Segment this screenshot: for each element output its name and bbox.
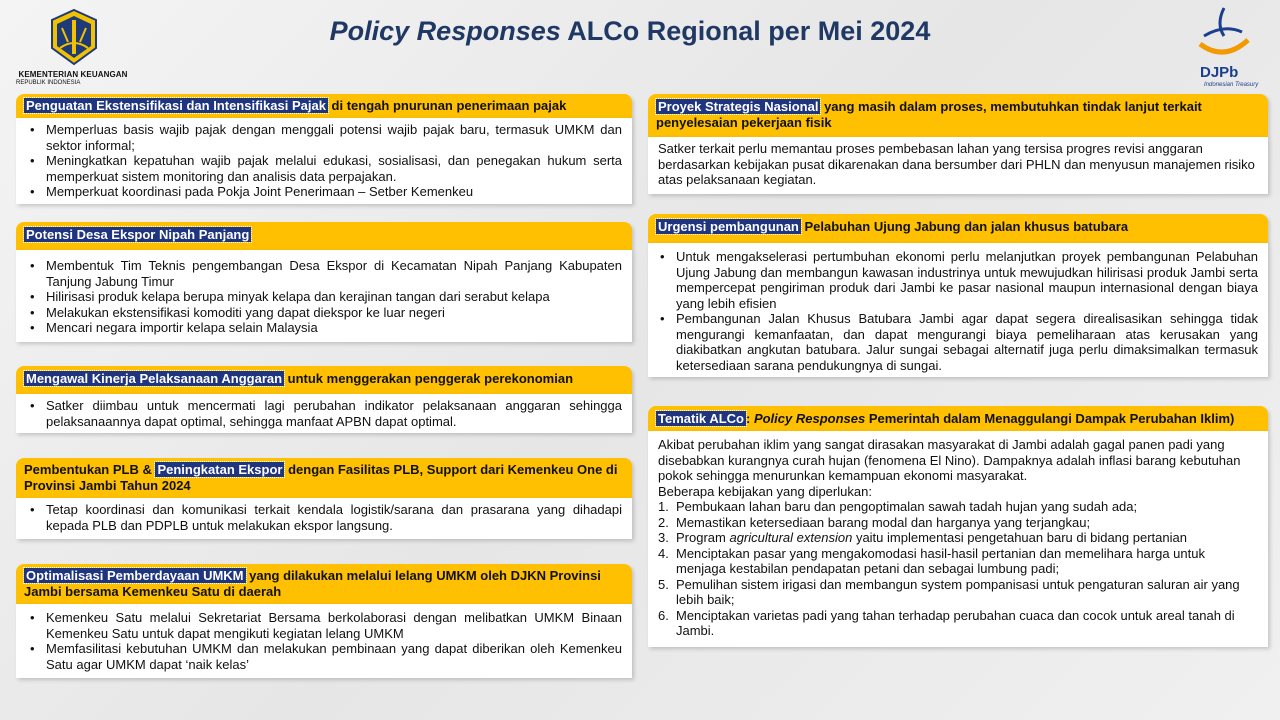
panel-body — [16, 498, 632, 539]
page-title — [0, 16, 1260, 47]
panel-body — [16, 604, 632, 678]
kemenkeu-sub: REPUBLIK INDONESIA — [16, 80, 81, 86]
list-item: • Kemenkeu Satu melalui Sekretariat Bersama berkolaborasi dengan melibatkan UMKM Binaan Kemenkeu Satu untuk dapat mengikuti kegiatan lelang UMKM — [30, 610, 622, 641]
panel-kinerja-anggaran — [16, 366, 632, 433]
djpb-logo — [1186, 6, 1276, 92]
panel-body — [648, 137, 1268, 194]
panel-body — [648, 243, 1268, 377]
panel-header: Pembentukan PLB & Peningkatan Ekspor dengan Fasilitas PLB, Support dari Kemenkeu One di Provinsi Jambi Tahun 2024 — [16, 458, 632, 498]
title-rest: ALCo Regional per Mei 2024 — [560, 16, 931, 46]
panel-umkm — [16, 564, 632, 678]
panel-body — [16, 250, 632, 342]
panel-body — [16, 394, 632, 433]
djpb-mark-icon — [1194, 6, 1254, 64]
list-item: • Memfasilitasi kebutuhan UMKM dan melakukan pembinaan yang dapat diberikan oleh Kemenkeu Satu agar UMKM dapat ‘naik kelas’ — [30, 641, 622, 672]
list-item: 5. Pemulihan sistem irigasi dan membangun system pompanisasi untuk pengaturan saluran air yang lebih baik; — [658, 576, 1240, 607]
title-italic: Policy Responses — [329, 16, 561, 46]
panel-header: Optimalisasi Pemberdayaan UMKM yang dilakukan melalui lelang UMKM oleh DJKN Provinsi Jambi bersama Kemenkeu Satu di daerah — [16, 564, 632, 604]
panel-psn — [648, 94, 1268, 194]
highlight: Urgensi pembangunan — [658, 219, 799, 234]
panel-body — [648, 431, 1268, 647]
panel-plb — [16, 458, 632, 539]
highlight: Penguatan Ekstensifikasi dan Intensifikasi Pajak — [26, 98, 326, 113]
djpb-name: DJPb — [1200, 64, 1239, 81]
highlight: Peningkatan Ekspor — [157, 462, 283, 477]
list-item: 2. Memastikan ketersediaan barang modal dan harganya yang terjangkau; — [658, 514, 1091, 530]
list-item: • Pembangunan Jalan Khusus Batubara Jambi agar dapat segera direalisasikan sehingga tidak mengurangi kemanfaatan, dan dapat mengurangi biaya pemeliharaan atas kerusakan yang diakibatkan angkutan batubara. Jalur sungai sebagai alternatif juga perlu dimaksimalkan termasuk ketersediaan sarana pendukungnya di sungai. — [660, 311, 1258, 373]
highlight: Mengawal Kinerja Pelaksanaan Anggaran — [26, 371, 283, 386]
policy-list — [658, 499, 1258, 639]
list-item: 3. Program agricultural extension yaitu implementasi pengetahuan baru di bidang pertanian — [658, 530, 1187, 545]
list-item: • Tetap koordinasi dan komunikasi terkait kendala logistik/sarana dan prasarana yang dihadapi kepada PLB dan PDPLB untuk melakukan ekspor langsung. — [30, 502, 622, 533]
panel-header: Urgensi pembangunan Pelabuhan Ujung Jabung dan jalan khusus batubara — [648, 214, 1268, 243]
panel-pajak — [16, 94, 632, 204]
panel-header: Penguatan Ekstensifikasi dan Intensifikasi Pajak di tengah pnurunan penerimaan pajak — [16, 94, 632, 118]
highlight: Tematik ALCo — [658, 411, 744, 426]
djpb-sub: Indonesian Treasury — [1204, 82, 1259, 88]
list-item: 1. Pembukaan lahan baru dan pengoptimalan sawah tadah hujan yang sudah ada; — [658, 499, 1138, 514]
panel-header — [16, 222, 632, 250]
list-item: • Memperkuat koordinasi pada Pokja Joint Penerimaan – Setber Kemenkeu — [30, 184, 622, 200]
kemenkeu-name: KEMENTERIAN KEUANGAN — [18, 70, 128, 79]
list-item: • Memperluas basis wajib pajak dengan menggali potensi wajib pajak baru, termasuk UMKM dan sektor informal; — [30, 122, 622, 153]
list-item: 4. Menciptakan pasar yang mengakomodasi hasil-hasil pertanian dan memelihara harga untuk menjaga kestabilan pendapatan petani dan sebagai lumbung padi; — [658, 545, 1205, 576]
highlight: Optimalisasi Pemberdayaan UMKM — [26, 568, 244, 583]
list-item: • Melakukan ekstensifikasi komoditi yang dapat diekspor ke luar negeri — [30, 305, 622, 321]
list-item: • Untuk mengakselerasi pertumbuhan ekonomi perlu melanjutkan proyek pembangunan Pelabuhan Ujung Jabung dan membangun kawasan industrinya untuk mewujudkan hilirisasi produk Jambi serta mempercepat pengiriman produk dari Jambi ke pasar nasional maupun internasional dengan biaya yang lebih efisien — [660, 249, 1258, 311]
panel-desa-ekspor — [16, 222, 632, 342]
panel-tematik — [648, 406, 1268, 647]
list-item: • Mencari negara importir kelapa selain Malaysia — [30, 320, 622, 336]
panel-header: Mengawal Kinerja Pelaksanaan Anggaran untuk menggerakan penggerak perekonomian — [16, 366, 632, 394]
list-item: • Membentuk Tim Teknis pengembangan Desa Ekspor di Kecamatan Nipah Panjang Kabupaten Tanjung Jabung Timur — [30, 258, 622, 289]
panel-header: Proyek Strategis Nasional yang masih dalam proses, membutuhkan tindak lanjut terkait penyelesaian pekerjaan fisik — [648, 94, 1268, 137]
panel-header: Tematik ALCo : Policy Responses Pemerintah dalam Menaggulangi Dampak Perubahan Iklim) — [648, 406, 1268, 431]
highlight: Potensi Desa Ekspor Nipah Panjang — [26, 227, 250, 242]
list-item: • Hilirisasi produk kelapa berupa minyak kelapa dan kerajinan tangan dari serabut kelapa — [30, 289, 622, 305]
highlight: Proyek Strategis Nasional — [658, 99, 819, 114]
list-item: 6. Menciptakan varietas padi yang tahan terhadap perubahan cuaca dan cocok untuk areal tanah di Jambi. — [658, 607, 1235, 638]
panel-lead: Beberapa kebijakan yang diperlukan: — [658, 483, 872, 499]
list-item: • Meningkatkan kepatuhan wajib pajak melalui edukasi, sosialisasi, dan penegakan hukum serta memperkuat sistem monitoring dan analisis data perpajakan. — [30, 153, 622, 184]
panel-pelabuhan — [648, 214, 1268, 377]
panel-body — [16, 118, 632, 204]
panel-intro: Akibat perubahan iklim yang sangat dirasakan masyarakat di Jambi adalah gagal panen padi yang disebabkan kurangnya curah hujan (fenomena El Nino). Dampaknya adalah inflasi barang kebutuhan pokok sehingga menurunkan kemampuan ekonomi masyarakat. — [658, 437, 1241, 483]
panel-text: Satker terkait perlu memantau proses pembebasan lahan yang tersisa progres revisi anggaran berdasarkan kebijakan pusat dikarenakan dana bersumber dari PHLN dan menyusun manajemen risiko atas pelaksanaan kegiatan. — [658, 141, 1255, 187]
list-item: • Satker diimbau untuk mencermati lagi perubahan indikator pelaksanaan anggaran sehingga pelaksanaannya dapat optimal, sehingga manfaat APBN dapat optimal. — [30, 398, 622, 429]
